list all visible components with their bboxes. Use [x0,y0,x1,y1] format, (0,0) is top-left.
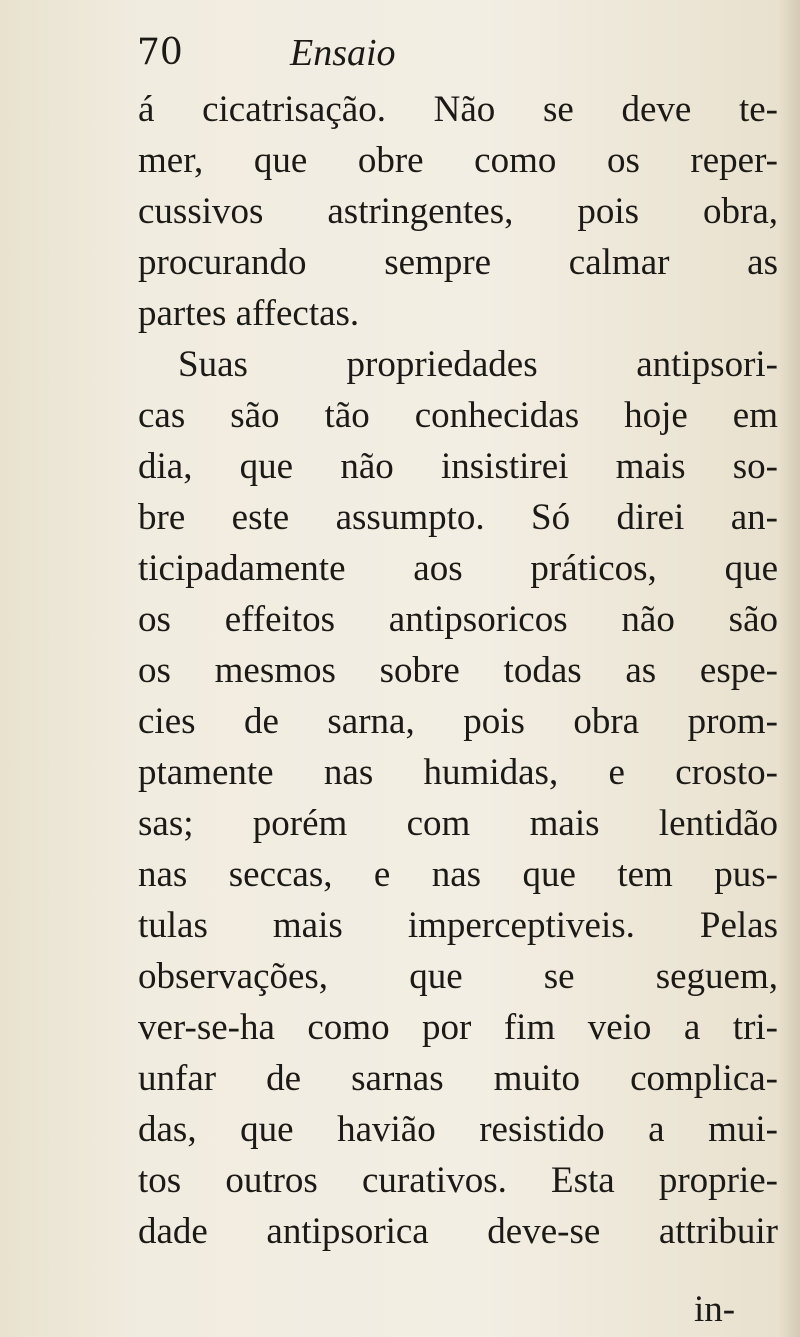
text-line: nas seccas, e nas que tem pus- [138,854,778,895]
text-line: procurando sempre calmar as [138,242,778,283]
text-line: cas são tão conhecidas hoje em [138,395,778,436]
page-number: 70 [137,32,183,73]
text-line: ticipadamente aos práticos, que [138,548,778,589]
page-header [0,28,800,78]
text-line: ver-se-ha como por fim veio a tri- [138,1007,778,1048]
text-line: dia, que não insistirei mais so- [138,446,778,487]
text-line: observações, que se seguem, [138,956,778,997]
text-line: cies de sarna, pois obra prom- [138,701,778,742]
text-line: ptamente nas humidas, e crosto- [138,752,778,793]
text-line: dade antipsorica deve-se attribuir [138,1211,778,1252]
text-line: bre este assumpto. Só direi an- [138,497,778,538]
text-line: unfar de sarnas muito complica- [138,1058,778,1099]
text-line: os effeitos antipsoricos não são [138,599,778,640]
text-line: sas; porém com mais lentidão [138,803,778,844]
text-line: mer, que obre como os reper- [138,140,778,181]
text-line: das, que havião resistido a mui- [138,1109,778,1150]
body-text [138,84,778,1257]
running-head: Ensaio [290,32,396,74]
text-line: os mesmos sobre todas as espe- [138,650,778,691]
text-line: tos outros curativos. Esta proprie- [138,1160,778,1201]
page-edge-shadow [778,0,800,1337]
text-line: cussivos astringentes, pois obra, [138,191,778,232]
text-line: á cicatrisação. Não se deve te- [138,89,778,130]
text-line: Suas propriedades antipsori- [178,344,778,385]
text-line: partes affectas. [138,293,360,334]
text-line: tulas mais imperceptiveis. Pelas [138,905,778,946]
catchword: in- [694,1289,736,1330]
